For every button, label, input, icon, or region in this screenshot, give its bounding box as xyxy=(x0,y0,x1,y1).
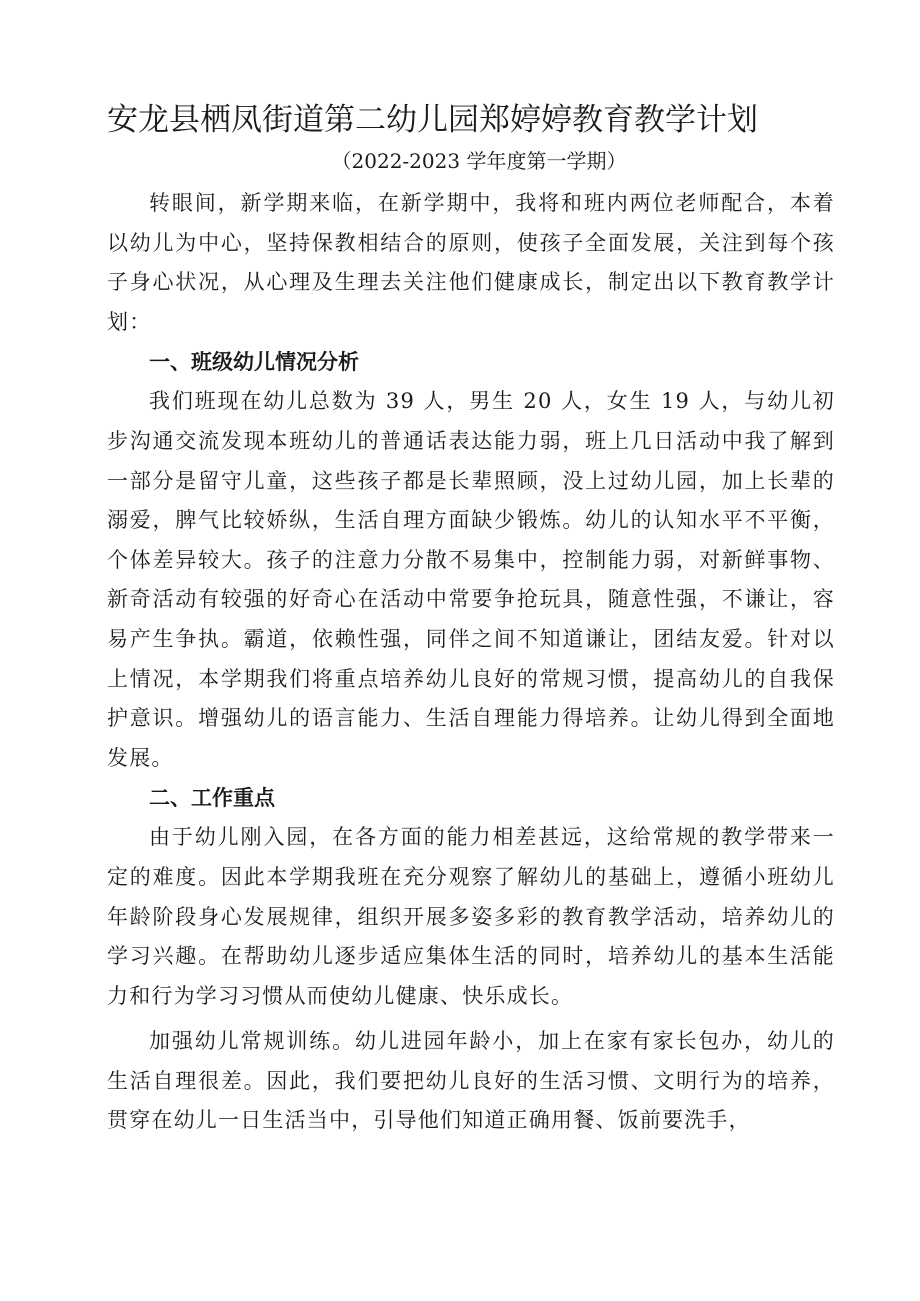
section-heading: 一、班级幼儿情况分析 xyxy=(149,350,359,375)
section-paragraph: 加强幼儿常规训练。幼儿进园年龄小，加上在家有家长包办，幼儿的生活自理很差。因此，我们要把幼儿良好的生活习惯、文明行为的培养，贯穿在幼儿一日生活当中，引导他们知道正确用餐、饭前要洗手， xyxy=(107,1029,835,1133)
document-subtitle: （2022-2023 学年度第一学期） xyxy=(331,149,627,173)
section-paragraph: 我们班现在幼儿总数为 39 人，男生 20 人，女生 19 人，与幼儿初步沟通交流发现本班幼儿的普通话表达能力弱，班上几日活动中我了解到一部分是留守儿童，这些孩子都是长辈照顾，没上过幼儿园，加上长辈的溺爱，脾气比较娇纵，生活自理方面缺少锻炼。幼儿的认知水平不平衡，个体差异较大。孩子的注意力分散不易集中，控制能力弱，对新鲜事物、新奇活动有较强的好奇心在活动中常要争抢玩具，随意性强，不谦让，容易产生争执。霸道，依赖性强，同伴之间不知道谦让，团结友爱。针对以上情况，本学期我们将重点培养幼儿良好的常规习惯，提高幼儿的自我保护意识。增强幼儿的语言能力、生活自理能力得培养。让幼儿得到全面地发展。 xyxy=(107,389,835,770)
section-heading: 二、工作重点 xyxy=(149,786,275,811)
section-work-focus xyxy=(107,778,835,1141)
section-paragraph: 由于幼儿刚入园，在各方面的能力相差甚远，这给常规的教学带来一定的难度。因此本学期我班在充分观察了解幼儿的基础上，遵循小班幼儿年龄阶段身心发展规律，组织开展多姿多彩的教育教学活动，培养幼儿的学习兴趣。在帮助幼儿逐步适应集体生活的同时，培养幼儿的基本生活能力和行为学习习惯从而使幼儿健康、快乐成长。 xyxy=(107,825,835,1008)
document-page xyxy=(107,96,835,1141)
section-class-analysis xyxy=(107,342,835,778)
intro-paragraph: 转眼间，新学期来临，在新学期中，我将和班内两位老师配合，本着以幼儿为中心，坚持保教相结合的原则，使孩子全面发展，关注到每个孩子身心状况，从心理及生理去关注他们健康成长，制定出以下教育教学计划： xyxy=(107,191,835,334)
document-title: 安龙县栖凤街道第二幼儿园郑婷婷教育教学计划 xyxy=(107,102,758,138)
